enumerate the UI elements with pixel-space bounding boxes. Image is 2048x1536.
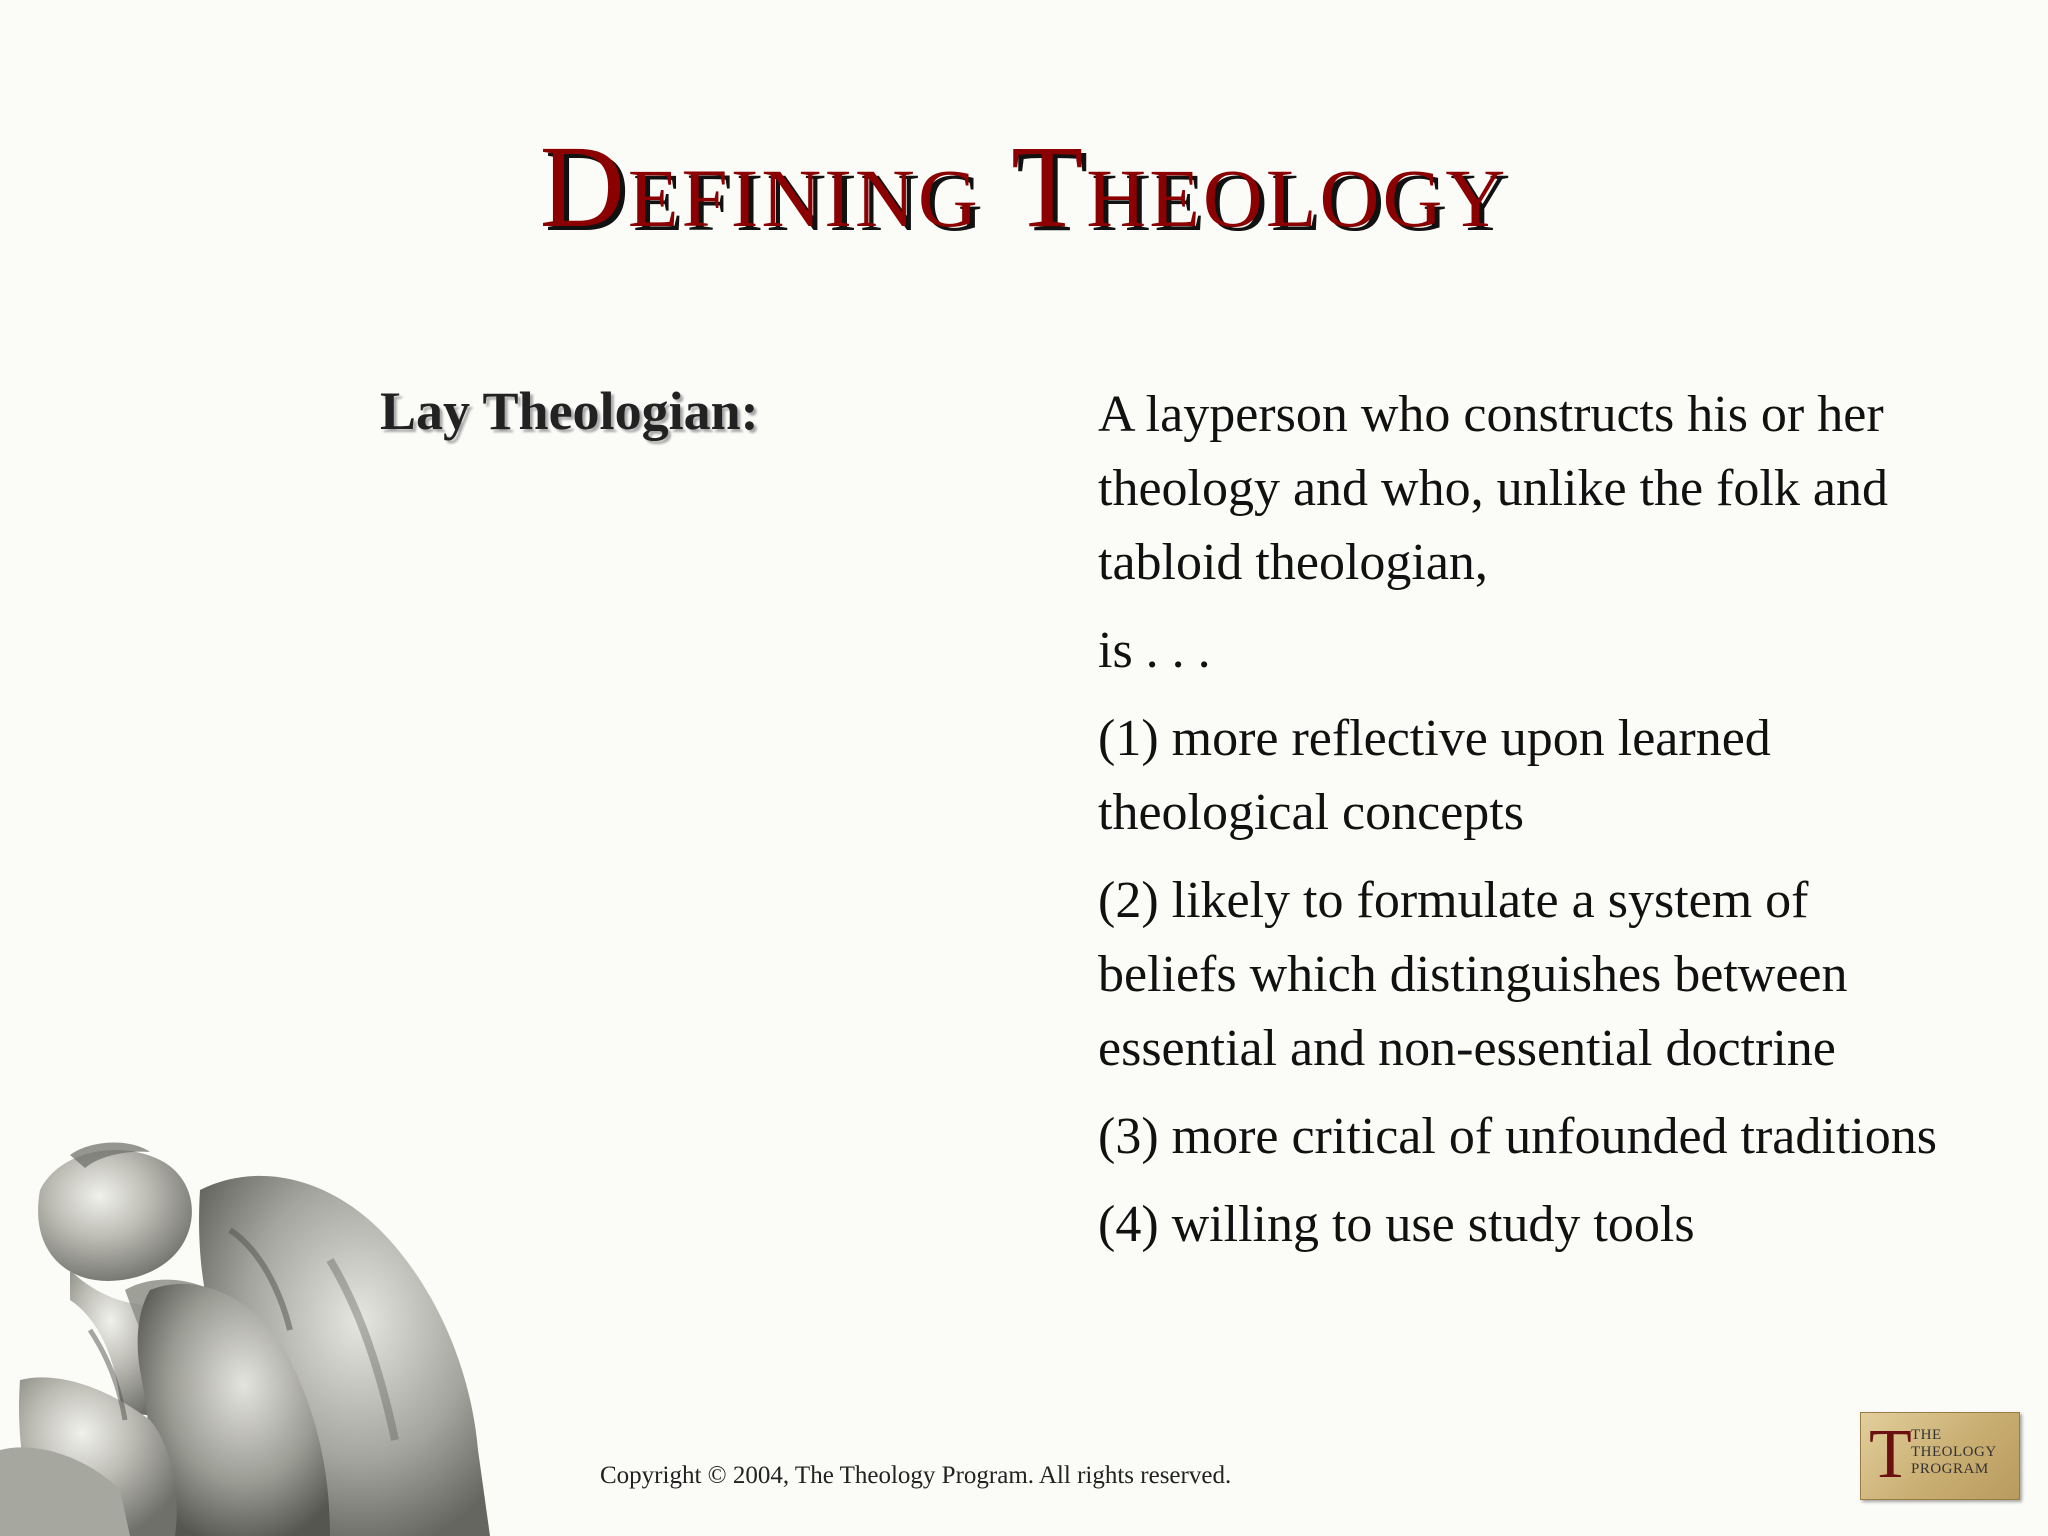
theology-program-logo <box>1860 1412 2020 1500</box>
copyright-notice: Copyright © 2004, The Theology Program. All rights reserved. <box>600 1462 1232 1489</box>
definition-lead: A layperson who constructs his or her theology and who, unlike the folk and tabloid theologian, <box>1098 386 1888 591</box>
logo-line-3: PROGRAM <box>1911 1461 1989 1477</box>
definition-point-2: (2) likely to formulate a system of beliefs which distinguishes between essential and non-essential doctrine <box>1098 872 1848 1077</box>
definition-point-3: (3) more critical of unfounded traditions <box>1098 1108 1937 1165</box>
definition-point-4: (4) willing to use study tools <box>1098 1196 1695 1253</box>
definition-point-1: (1) more reflective upon learned theological concepts <box>1098 710 1771 841</box>
term-label: Lay Theologian: <box>380 381 759 441</box>
logo-text <box>1911 1427 1997 1478</box>
thinker-statue-image <box>0 1120 520 1536</box>
logo-letter: T <box>1869 1416 1912 1493</box>
definition-block <box>1098 378 1958 1276</box>
logo-line-2: THEOLOGY <box>1911 1444 1997 1460</box>
logo-line-1: THE <box>1911 1427 1942 1443</box>
definition-connector: is . . . <box>1098 622 1211 679</box>
slide-title: Defining Theology <box>539 121 1509 252</box>
